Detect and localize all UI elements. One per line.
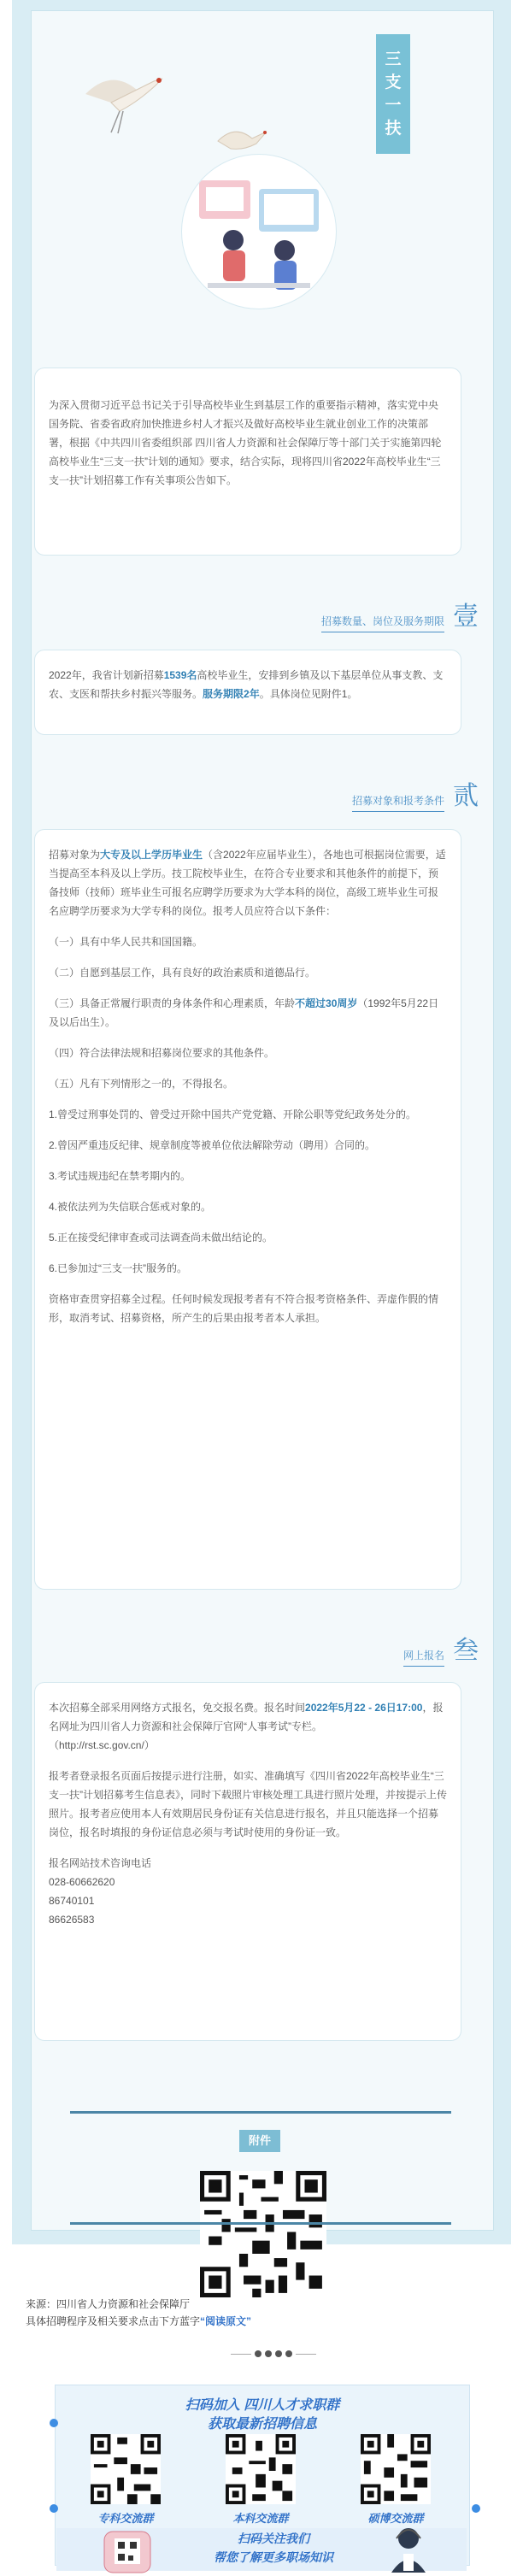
separator-dot [255, 2350, 262, 2357]
separator-dot [275, 2350, 282, 2357]
group-label: 硕博交流群 [367, 2512, 424, 2525]
intro-card [34, 368, 461, 556]
customer-service-avatar-icon [383, 2521, 434, 2574]
office-illustration [181, 154, 337, 309]
follow-line-2: 帮您了解更多职场知识 [214, 2550, 333, 2564]
section-1-header [321, 598, 479, 632]
separator-dots [231, 2350, 316, 2357]
hotline-phone: 86740101 [49, 1895, 95, 1907]
people-working-illustration-icon [182, 155, 336, 309]
qr-code-icon[interactable] [200, 2171, 326, 2297]
group-label: 本科交流群 [232, 2512, 289, 2525]
highlight-education: 大专及以上学历毕业生 [100, 849, 203, 861]
read-original-link[interactable]: “阅读原文” [200, 2315, 252, 2327]
condition-4: （四）符合法律法规和招募岗位要求的其他条件。 [49, 1047, 275, 1059]
decor-dot-icon [50, 2504, 58, 2513]
condition-3 [49, 994, 447, 1032]
section-1-paragraph [49, 666, 447, 703]
section-2-header [352, 778, 479, 812]
highlight-term: 服务期限2年 [203, 688, 260, 700]
text: 高校毕业生，安排到乡镇及以下基层单位从事支教、支农、支医和帮扶乡村振兴等服务。 [49, 669, 444, 700]
section-2-card [34, 829, 461, 1590]
condition-2: （二）自愿到基层工作，具有良好的政治素质和道德品行。 [49, 967, 316, 979]
hotline-phone: 86626583 [49, 1914, 95, 1926]
wechat-qr-badge-icon[interactable] [99, 2530, 156, 2574]
section-2-title: 招募对象和报考条件 [352, 793, 444, 812]
text: 本次招募全部采用网络方式报名，免交报名费。报名时间 [49, 1702, 306, 1714]
read-original-note [26, 2313, 251, 2330]
intro-paragraph: 为深入贯彻习近平总书记关于引导高校毕业生到基层工作的重要指示精神，落实党中央国务院、省委省政府加快推进乡村人才振兴及做好高校毕业生就业创业工作的决策部署，根据《中共四川省委组织部 四川省人力资源和社会保障厅等十部门关于实施第四轮高校毕业生“三支一扶”计划的通知》要求，结合实际，现将四川省2022年高校毕业生“三支一扶”计划招募工作有关事项公告如下。 [49, 399, 442, 486]
section-3-title: 网上报名 [403, 1648, 444, 1667]
section-1-title: 招募数量、岗位及服务期限 [321, 614, 444, 632]
section-2-number: 贰 [453, 781, 479, 811]
follow-line-1: 扫码关注我们 [238, 2532, 309, 2545]
section-2-tail: 资格审查贯穿招募全过程。任何时候发现报考者有不符合报考资格条件、弄虚作假的情形，取消考试、招募资格，所产生的后果由报考者本人承担。 [49, 1293, 439, 1324]
crane-illustration-icon [77, 60, 171, 137]
decor-dot-icon [50, 2419, 58, 2427]
text: 2022年，我省计划新招募 [49, 669, 164, 681]
promo-line-1: 扫码加入 四川人才求职群 [185, 2398, 340, 2413]
exclusion-4: 4.被依法列为失信联合惩戒对象的。 [49, 1201, 212, 1213]
text: （1992年5月22日及以后出生）。 [49, 997, 439, 1028]
registration-instructions: 报考者登录报名页面后按提示进行注册，如实、准确填写《四川省2022年高校毕业生“三支一扶”计划招募考生信息表》，同时下载照片审核处理工具进行照片处理，并按提示上传照片。报考者应使用本人有效期居民身份证有关信息进行报名，并且只能选择一个招募岗位，报名时填报的身份证信息必须与考试时使用的身份证一致。 [49, 1770, 447, 1838]
attachment-top-divider [70, 2111, 451, 2114]
decor-dot-icon [472, 2504, 480, 2513]
exclusion-1: 1.曾受过刑事处罚的、曾受过开除中国共产党党籍、开除公职等党纪政务处分的。 [49, 1109, 417, 1120]
separator-dot [265, 2350, 272, 2357]
section-3-card [34, 1682, 461, 2041]
condition-1: （一）具有中华人民共和国国籍。 [49, 936, 203, 948]
text: 招募对象为 [49, 849, 101, 861]
title-vertical-tag [376, 34, 410, 154]
qr-code-icon[interactable] [91, 2434, 161, 2504]
text: 。具体岗位见附件1。 [259, 688, 358, 700]
qr-code-icon[interactable] [361, 2434, 431, 2504]
promo-line-2: 获取最新招聘信息 [207, 2417, 317, 2432]
highlight-date: 2022年5月22 - 26日17:00 [305, 1702, 423, 1714]
tag-char: 支 [385, 74, 402, 91]
text: 具体招聘程序及相关要求点击下方蓝字 [26, 2315, 201, 2327]
separator-dot [285, 2350, 292, 2357]
highlight-age: 不超过30周岁 [295, 997, 358, 1009]
section-3-number: 叁 [453, 1636, 479, 1666]
exclusion-5: 5.正在接受纪律审查或司法调查尚未做出结论的。 [49, 1232, 273, 1244]
hotline-phone: 028-60662620 [49, 1876, 115, 1888]
text: ，报名网址为四川省人力资源和社会保障厅官网“人事考试”专栏。 [49, 1702, 444, 1732]
exclusion-2: 2.曾因严重违反纪律、规章制度等被单位依法解除劳动（聘用）合同的。 [49, 1139, 376, 1151]
condition-5: （五）凡有下列情形之一的，不得报名。 [49, 1078, 234, 1090]
section-1-card [34, 650, 461, 735]
exclusion-6: 6.已参加过“三支一扶”服务的。 [49, 1262, 188, 1274]
exclusion-3: 3.考试违规违纪在禁考期内的。 [49, 1170, 191, 1182]
registration-paragraph [49, 1698, 447, 1736]
tag-char: 扶 [385, 120, 402, 138]
attachment-label: 附件 [239, 2130, 280, 2152]
qr-code-icon[interactable] [226, 2434, 296, 2504]
section-1-number: 壹 [453, 602, 479, 632]
source-line: 来源：四川省人力资源和社会保障厅 [26, 2298, 191, 2310]
registration-url[interactable]: （http://rst.sc.gov.cn/） [49, 1739, 155, 1751]
separator-line [296, 2354, 316, 2355]
text: （三）具备正常履行职责的身体条件和心理素质，年龄 [49, 997, 296, 1009]
hotline-title: 报名网站技术咨询电话 [49, 1857, 152, 1869]
section-2-intro [49, 845, 447, 920]
highlight-count: 1539名 [163, 669, 197, 681]
attachment-bottom-divider [70, 2222, 451, 2225]
text: （含2022年应届毕业生），各地也可根据岗位需要，适当提高至本科及以上学历。技工院校毕业生，在符合专业要求和其他条件的前提下，预备技师（技师）班毕业生可报名应聘学历要求为大学本科的岗位，高级工班毕业生可报名应聘学历要求为大学专科的岗位。报考人员应符合以下条件： [49, 849, 446, 917]
separator-line [231, 2354, 251, 2355]
section-3-header [403, 1632, 479, 1667]
tag-char: 一 [385, 97, 402, 115]
group-label: 专科交流群 [97, 2512, 154, 2525]
tag-char: 三 [385, 50, 402, 68]
